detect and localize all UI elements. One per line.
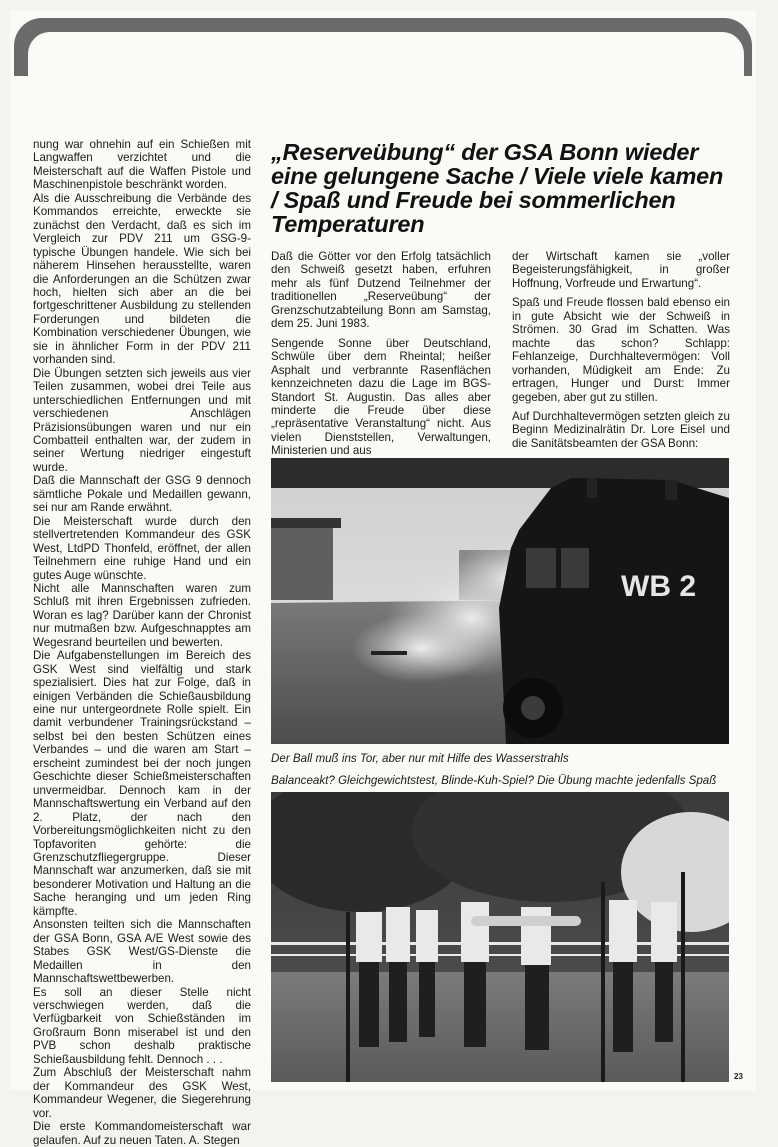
photo-water-cannon-image	[271, 458, 729, 744]
paragraph: Auf Durchhaltevermögen setzten gleich zu Beginn Medizinalrätin Dr. Lore Eisel und die Sanitätsbeamten der GSA Bonn:	[512, 409, 730, 450]
paragraph: Zum Abschluß der Meisterschaft nahm der Kommandeur des GSK West, Kommandeur Wegener, die Siegerehrung vor.	[33, 1066, 251, 1120]
paragraph: Es soll an dieser Stelle nicht verschwiegen werden, daß die Verfügbarkeit von Schießständen im Großraum Bonn miserabel ist und den PVB schon deshalb praktische Schießausbildung fehlt. Dennoch . . .	[33, 985, 251, 1066]
article-column-right	[512, 250, 730, 456]
paragraph: Die Übungen setzten sich jeweils aus vier Teilen zusammen, wobei drei Teile aus unterschiedlichen Entfernungen und mit verschiedenen Anschlägen Präzisionsübungen waren und nur ein Combatteil enthalten war, der zudem in seiner Wertung niedriger eingestuft wurde.	[33, 366, 251, 474]
paragraph: Daß die Götter vor den Erfolg tatsächlich den Schweiß gesetzt haben, erfuhren mehr als fünf Dutzend Teilnehmer der traditionellen „Reserveübung“ der Grenzschutzabteilung Bonn am Samstag, dem 25. Juni 1983.	[271, 250, 491, 331]
page-number: 23	[734, 1072, 743, 1081]
article-headline: „Reserveübung“ der GSA Bonn wieder eine gelungene Sache / Viele viele kamen / Spaß und Freude bei sommerlichen Temperaturen	[271, 139, 724, 237]
paragraph: nung war ohnehin auf ein Schießen mit Langwaffen verzichtet und die Meisterschaft auf die Waffen Pistole und Maschinenpistole beschränkt worden.	[33, 138, 251, 192]
photo-balance-exercise	[271, 792, 729, 1082]
photo-caption: Der Ball muß ins Tor, aber nur mit Hilfe des Wasserstrahls	[271, 752, 569, 765]
paragraph: Als die Ausschreibung die Verbände des Kommandos erreichte, erweckte sie zunächst den Verdacht, daß es sich im Vergleich zur PDV 211 um GSG-9-typische Übungen handele. Wie sich bei näherem Hinsehen herausstellte, waren die Anforderungen an die Schützen zwar hoch, hielten sich aber an die bei fortgeschrittener Ausbildung zu stellenden Forderungen und bildeten die Kombination verschiedener Übungen, wie sie in ähnlicher Form in der PDV 211 vorhanden sind.	[33, 191, 251, 367]
photo-water-cannon-truck	[271, 458, 729, 744]
paragraph-signature: Die erste Kommandomeisterschaft war gelaufen. Auf zu neuen Taten. A. Stegen	[33, 1120, 251, 1147]
paragraph: Die Meisterschaft wurde durch den stellvertretenden Kommandeur des GSK West, LtdPD Thonfeld, eröffnet, der allen Teilnehmern eine ruhige Hand und ein gutes Auge wünschte.	[33, 514, 251, 582]
left-column-text	[33, 138, 251, 1147]
paragraph: Daß die Mannschaft der GSG 9 dennoch sämtliche Pokale und Medaillen gewann, sei nur am Rande erwähnt.	[33, 474, 251, 515]
paragraph: Die Aufgabenstellungen im Bereich des GSK West sind vielfältig und stark spezialisiert. Dies hat zur Folge, daß in einigen Verbänden die Schießausbildung eine nur untergeordnete Rolle spielt. Ein damit verbundener Trainingsrückstand – selbst bei den besten Schützen eines Verbandes – und die waren am Start – erscheint zumindest bei der noch jungen Geschichte dieser Schießmeisterschaften unvermeidbar. Dennoch kam in der Mannschaftswertung ein Verband auf den 2. Platz, der nach den Vorbereitungsmöglichkeiten nicht zu den Topfavoriten gehörte: die Grenzschutzfliegergruppe. Dieser Mannschaft war anzumerken, daß sie mit besonderer Motivation und Haltung an die Sache heranging und um jeden Ring kämpfte.	[33, 649, 251, 918]
paragraph: Spaß und Freude flossen bald ebenso ein in gute Absicht wie der Schweiß in Strömen. 30 Grad im Schatten. Was machte das schon? Schlapp: Fehlanzeige, Durchhaltevermögen: Voll vorhanden, Müdigkeit am Ende: Zu ertragen, Hunger und Durst: Immer gegeben, aber gut zu stillen.	[512, 296, 730, 404]
paragraph: Sengende Sonne über Deutschland, Schwüle über dem Rheintal; heißer Asphalt und verbrannte Rasenflächen kennzeichneten dazu die Lage im BGS-Standort St. Augustin. Das alles aber minderte die Freude über diese „repräsentative Veranstaltung“ nicht. Aus vielen Dienststellen, Verwaltungen, Ministerien und aus	[271, 336, 491, 458]
photo-caption: Balanceakt? Gleichgewichtstest, Blinde-Kuh-Spiel? Die Übung machte jedenfalls Spaß	[271, 774, 717, 787]
paragraph: Ansonsten teilten sich die Mannschaften der GSA Bonn, GSA A/E West sowie des Stabes GSK West/GS-Dienste die Medaillen in den Mannschaftswettbewerben.	[33, 918, 251, 986]
paragraph: der Wirtschaft kamen sie „voller Begeisterungsfähigkeit, in großer Hoffnung, Vorfreude und Erwartung“.	[512, 250, 730, 290]
vehicle-marking: WB 2	[621, 570, 696, 603]
photo-balance-image	[271, 792, 729, 1082]
paragraph: Nicht alle Mannschaften waren zum Schluß mit ihren Ergebnissen zufrieden. Woran es lag? Darüber kann der Chronist nur mutmaßen bzw. Aufgeschnapptes am Wegesrand beurteilen und bewerten.	[33, 581, 251, 649]
header-band-cutout	[28, 32, 744, 92]
article-column-middle	[271, 250, 491, 464]
